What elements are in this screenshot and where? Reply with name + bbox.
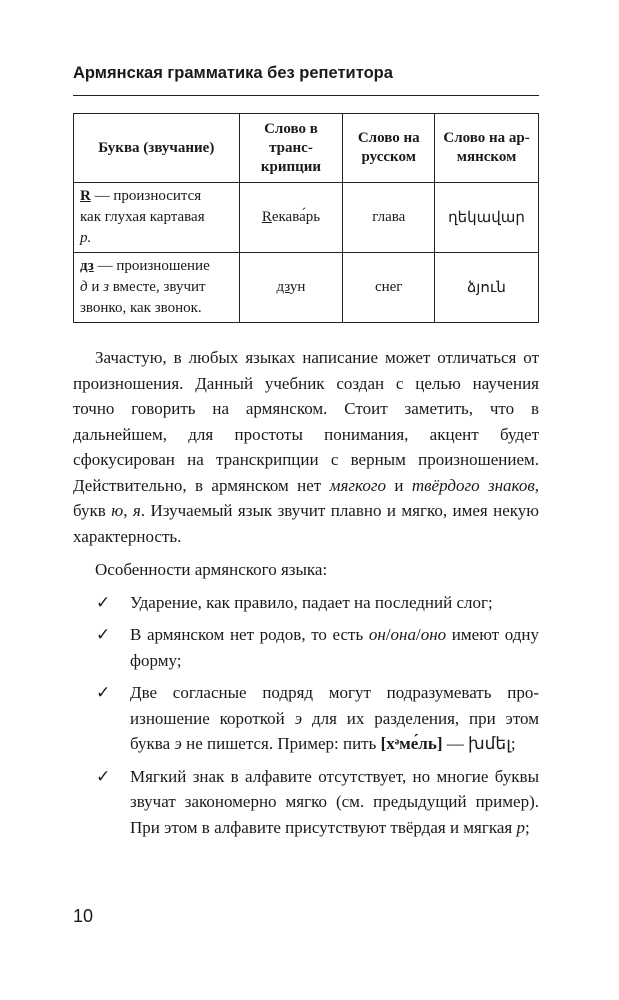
text-run: для их разделения, при этом буква	[130, 708, 539, 753]
letter-desc: как глухая картавая	[80, 209, 205, 225]
letters-table	[73, 113, 539, 323]
text-run-italic: он	[368, 625, 386, 644]
transcription-underlined: дз	[276, 279, 290, 295]
letter-desc-italic: д	[80, 279, 88, 295]
letter-desc: — произносится	[90, 188, 202, 204]
checkmark-icon: ✓	[96, 766, 111, 786]
list-item	[73, 590, 539, 616]
features-list	[73, 590, 539, 841]
text-run-italic: оно	[420, 625, 447, 644]
checkmark-icon: ✓	[96, 683, 111, 702]
transcription-rest: екава́рь	[271, 209, 321, 225]
text-run: имеют одну форму;	[130, 625, 539, 670]
text-run-italic: э	[294, 708, 303, 728]
list-item	[73, 764, 539, 841]
text-run: ;	[524, 817, 530, 837]
checkmark-icon: ✓	[96, 625, 111, 644]
text-run: Мягкий знак в алфавите отсутствует, но многие буквы звучат закономерно мягко (см. предыдущий пример). При этом в алфавите присутствуют твёрдая и мягкая	[130, 766, 539, 837]
text-run-italic: твёрдого знаков	[411, 475, 535, 495]
letter: дз	[80, 258, 94, 274]
letter-desc: вместе, звучит	[108, 279, 206, 295]
transcription-cell	[239, 183, 343, 253]
armenian-cell: ձյուն	[435, 253, 539, 323]
header-rule	[73, 95, 539, 96]
checkmark-icon: ✓	[96, 592, 111, 612]
text-run: ,	[123, 501, 133, 520]
body-text	[73, 345, 539, 840]
text-run: — խմել;	[442, 734, 516, 753]
list-item	[73, 622, 539, 673]
header-russian: Слово на русском	[343, 114, 435, 183]
text-run: и	[385, 475, 412, 495]
paragraph	[73, 345, 539, 549]
header-letter: Буква (звучание)	[74, 114, 240, 183]
list-item	[73, 680, 539, 757]
table-header-row	[74, 114, 539, 183]
text-run-italic: р	[516, 817, 525, 837]
letter-cell	[74, 183, 240, 253]
running-header: Армянская грамматика без репетитора	[73, 64, 393, 82]
letter-desc: — произношение	[93, 258, 210, 274]
text-run: Две согласные подряд могут подразумевать произношение короткой	[130, 683, 539, 728]
text-run-italic: я	[132, 501, 141, 520]
russian-cell: снег	[343, 253, 435, 323]
text-run: /	[415, 625, 421, 644]
transcription-underlined: R	[261, 209, 272, 225]
text-run: , букв	[73, 475, 539, 520]
table-row	[74, 253, 539, 323]
transcription-rest: ун	[289, 279, 306, 295]
header-transcription: Слово в транскрипции	[239, 114, 343, 183]
paragraph: Особенности армянского языка:	[95, 560, 328, 579]
text-run-italic: э	[174, 734, 182, 753]
text-run-italic: она	[390, 625, 416, 644]
text-run: Ударение, как правило, падает на последний слог;	[130, 592, 493, 612]
text-run: не пишется. Пример: пить	[181, 734, 381, 753]
russian-cell: глава	[343, 183, 435, 253]
text-run-italic: ю	[111, 501, 124, 520]
letter-cell	[74, 253, 240, 323]
letter-desc: и	[87, 279, 104, 295]
text-run: . Изучаемый язык звучит плавно и мягко, имея некую характерность.	[73, 501, 540, 546]
transcription-cell	[239, 253, 343, 323]
letter: R	[80, 188, 91, 204]
text-run-italic: мягкого	[329, 475, 386, 495]
header-armenian: Слово на армянском	[435, 114, 539, 183]
text-run-bold: [хᵊме́ль]	[380, 734, 443, 753]
letter-desc-italic: р.	[80, 230, 92, 246]
page-number: 10	[73, 906, 94, 926]
table-row	[74, 183, 539, 253]
text-run: В армянском нет родов, то есть	[130, 625, 369, 644]
letter-desc-italic: з	[103, 279, 109, 295]
armenian-cell: ղեկավար	[435, 183, 539, 253]
text-run: Зачастую, в любых языках написание может отличаться от произношения. Данный учебник создан с целью научения точно говорить на армянском. Стоит заметить, что в дальнейшем, для простоты понимания, акцент будет сфокусирован на транскрипции с верным произношением. Действительно, в армянском нет	[73, 348, 539, 495]
text-run: /	[385, 625, 391, 644]
letter-desc: звонко, как звонок.	[80, 300, 202, 316]
